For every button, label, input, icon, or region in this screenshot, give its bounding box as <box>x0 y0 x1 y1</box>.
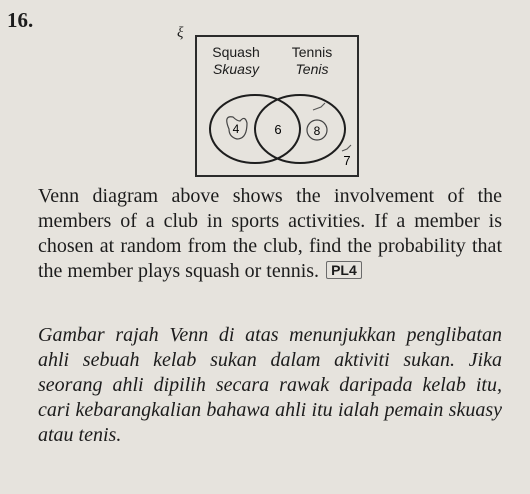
venn-diagram-box <box>195 35 359 177</box>
venn-circles <box>197 37 357 175</box>
tennis-tick-mark <box>313 103 325 110</box>
universal-set-symbol: ξ <box>177 25 184 41</box>
english-body: Venn diagram above shows the involvement of the members of a club in sports activities. If a member is chosen at random from the club, find the probability that the member plays squash or tennis. <box>38 185 502 282</box>
tennis-label: Tennis <box>291 44 333 60</box>
question-number: 16. <box>7 8 34 32</box>
question-text-english <box>38 184 502 284</box>
region-outside: 7 <box>343 153 351 168</box>
question-text-malay: Gambar rajah Venn di atas menunjukkan penglibatan ahli sebuah kelab sukan dalam aktiviti sukan. Jika seorang ahli dipilih secara rawak daripada kelab itu, cari kebarangkalian bahawa ahli itu ialah pemain skuasy atau tenis. <box>38 324 502 446</box>
outside-tick-mark <box>342 145 351 151</box>
squash-label-malay: Skuasy <box>213 61 259 77</box>
tennis-label-malay: Tenis <box>295 61 329 77</box>
squash-label: Squash <box>212 44 260 60</box>
region-both: 6 <box>274 122 282 137</box>
region-squash-only: 4 <box>232 122 240 136</box>
pl4-badge: PL4 <box>326 261 362 279</box>
region-tennis-only: 8 <box>313 124 321 138</box>
